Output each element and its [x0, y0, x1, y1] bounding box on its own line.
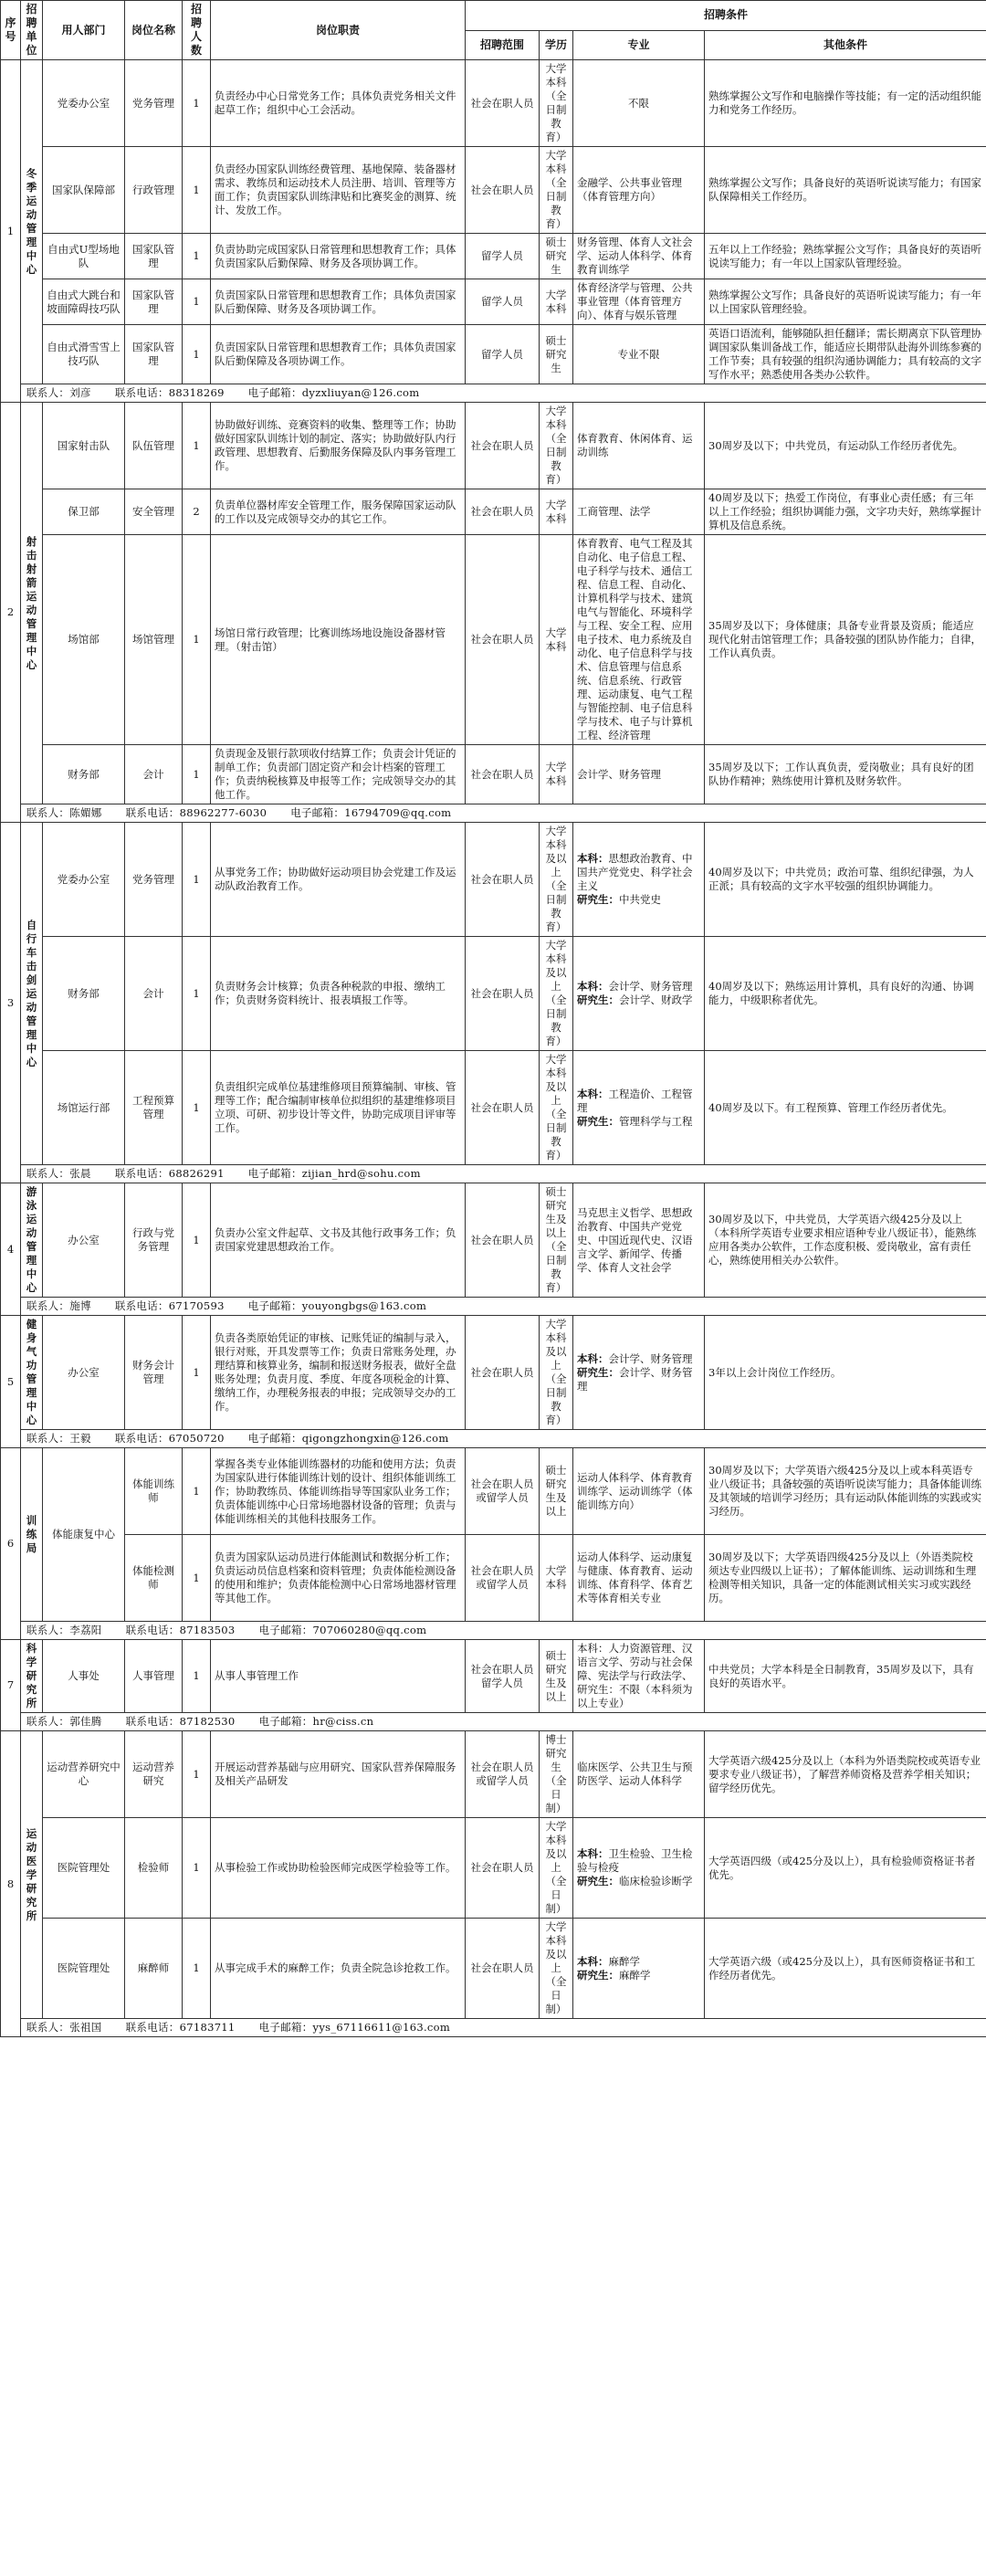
- position-cell: 国家队管理: [125, 325, 183, 384]
- table-row: [1, 535, 986, 745]
- contact-email[interactable]: 电子邮箱：zijian_hrd@sohu.com: [247, 1167, 421, 1180]
- major-cell: 体育教育、休闲体育、运动训练: [573, 403, 705, 489]
- other-cell: 30周岁及以下；中共党员，有运动队工作经历者优先。: [705, 403, 986, 489]
- table-row: [1, 147, 986, 234]
- row-seq: 3: [1, 823, 21, 1183]
- major-level-text: 会计学、财务管理: [577, 1365, 693, 1393]
- dept-cell: 自由式U型场地队: [43, 234, 125, 279]
- position-cell: 体能检测师: [125, 1535, 183, 1622]
- contact-cell: [21, 1430, 986, 1448]
- contact-email[interactable]: 电子邮箱：hr@ciss.cn: [258, 1715, 374, 1728]
- row-seq: 6: [1, 1448, 21, 1640]
- major-level-label: 研究生：: [577, 1365, 619, 1379]
- count-cell: 1: [183, 1183, 211, 1298]
- major-level-label: 本科：: [577, 1087, 609, 1100]
- edu-cell: 大学本科: [540, 489, 573, 535]
- major-level-label: 本科：: [577, 1954, 609, 1968]
- position-cell: 麻醉师: [125, 1919, 183, 2019]
- contact-person: 联系人：李荔阳: [26, 1624, 102, 1636]
- count-cell: 1: [183, 1919, 211, 2019]
- scope-cell: 社会在职人员: [466, 403, 540, 489]
- position-cell: 运动营养研究: [125, 1731, 183, 1818]
- contact-email[interactable]: 电子邮箱：16794709@qq.com: [290, 806, 452, 819]
- header-seq: 序号: [1, 1, 21, 60]
- major-cell: 财务管理、体育人文社会学、运动人体科学、体育教育训练学: [573, 234, 705, 279]
- recruiting-unit: 射击射箭运动管理中心: [21, 403, 43, 804]
- scope-cell: 留学人员: [466, 279, 540, 325]
- duty-cell: 负责国家队日常管理和思想教育工作；具体负责国家队后勤保障及各项协调工作。: [211, 325, 466, 384]
- major-level-text: 会计学、财务管理: [608, 1351, 693, 1365]
- position-cell: 场馆管理: [125, 535, 183, 745]
- table-row: [1, 279, 986, 325]
- scope-cell: 社会在职人员: [466, 147, 540, 234]
- scope-cell: 社会在职人员: [466, 1818, 540, 1919]
- recruiting-unit: 冬季运动管理中心: [21, 60, 43, 384]
- header-scope: 招聘范围: [466, 30, 540, 60]
- dept-cell: 国家队保障部: [43, 147, 125, 234]
- scope-cell: 社会在职人员: [466, 60, 540, 147]
- contact-email[interactable]: 电子邮箱：youyongbgs@163.com: [247, 1299, 427, 1312]
- table-row: [1, 1316, 986, 1430]
- count-cell: 1: [183, 1316, 211, 1430]
- dept-cell: 财务部: [43, 745, 125, 804]
- other-cell: 大学英语六级425分及以上（本科为外语类院校或英语专业要求专业八级证书），了解营养师资格及营养学相关知识；留学经历优先。: [705, 1731, 986, 1818]
- dept-cell: 自由式滑雪雪上技巧队: [43, 325, 125, 384]
- recruiting-unit: 运动医学研究所: [21, 1731, 43, 2019]
- count-cell: 1: [183, 403, 211, 489]
- position-cell: 行政管理: [125, 147, 183, 234]
- major-level-text: 管理科学与工程: [619, 1114, 693, 1128]
- scope-cell: 留学人员: [466, 234, 540, 279]
- dept-cell: 党委办公室: [43, 60, 125, 147]
- count-cell: 1: [183, 745, 211, 804]
- recruiting-unit: 科学研究所: [21, 1640, 43, 1713]
- edu-cell: 博士研究生（全日制）: [540, 1731, 573, 1818]
- contact-person: 联系人：王毅: [26, 1432, 91, 1445]
- table-row: [1, 489, 986, 535]
- edu-cell: 大学本科及以上（全日制教育）: [540, 1316, 573, 1430]
- dept-cell: 人事处: [43, 1640, 125, 1713]
- dept-cell: 党委办公室: [43, 823, 125, 937]
- major-cell: 专业不限: [573, 325, 705, 384]
- scope-cell: 留学人员: [466, 325, 540, 384]
- edu-cell: 大学本科（全日制教育）: [540, 147, 573, 234]
- table-row: [1, 1818, 986, 1919]
- edu-cell: 大学本科及以上（全日制教育）: [540, 823, 573, 937]
- major-level-label: 研究生：: [577, 1875, 619, 1887]
- table-row: [1, 403, 986, 489]
- count-cell: 1: [183, 147, 211, 234]
- count-cell: 1: [183, 279, 211, 325]
- major-level-text: 临床检验诊断学: [619, 1875, 693, 1887]
- contact-row: [1, 384, 986, 403]
- table-row: [1, 745, 986, 804]
- major-cell: 临床医学、公共卫生与预防医学、运动人体科学: [573, 1731, 705, 1818]
- duty-cell: 掌握各类专业体能训练器材的功能和使用方法；负责为国家队进行体能训练计划的设计、组织体能训练工作；协助教练员、体能训练指导等国家队业务工作；负责体能训练中心日常场地器材设备的管理；负责与体能训练相关的其他科技服务工作。: [211, 1448, 466, 1535]
- dept-cell: 保卫部: [43, 489, 125, 535]
- major-cell: 体育经济学与管理、公共事业管理（体育管理方向）、体育与娱乐管理: [573, 279, 705, 325]
- other-cell: 30周岁及以下；大学英语六级425分及以上或本科英语专业八级证书；具备较强的英语听说读写能力；具备体能训练及其领域的培训学习经历；具有运动队体能训练的实践或实习经历。: [705, 1448, 986, 1535]
- count-cell: 2: [183, 489, 211, 535]
- position-cell: 人事管理: [125, 1640, 183, 1713]
- position-cell: 体能训练师: [125, 1448, 183, 1535]
- position-cell: 会计: [125, 745, 183, 804]
- major-level-label: 研究生：: [577, 893, 619, 906]
- major-cell: 本科：人力资源管理、汉语言文学、劳动与社会保障、宪法学与行政法学、研究生：不限（本科须为以上专业）: [573, 1640, 705, 1713]
- dept-cell: 财务部: [43, 937, 125, 1051]
- count-cell: 1: [183, 823, 211, 937]
- contact-phone: 联系电话：87183503: [125, 1624, 236, 1636]
- recruiting-unit: 训练局: [21, 1448, 43, 1622]
- header-dept: 用人部门: [43, 1, 125, 60]
- contact-person: 联系人：张晨: [26, 1167, 91, 1180]
- scope-cell: 社会在职人员: [466, 745, 540, 804]
- header-count: 招聘人数: [183, 1, 211, 60]
- header-edu: 学历: [540, 30, 573, 60]
- scope-cell: 社会在职人员或留学人员: [466, 1731, 540, 1818]
- count-cell: 1: [183, 937, 211, 1051]
- contact-email[interactable]: 电子邮箱：707060280@qq.com: [258, 1624, 427, 1636]
- other-cell: 熟练掌握公文写作；具备良好的英语听说读写能力；有国家队保障相关工作经历。: [705, 147, 986, 234]
- position-cell: 工程预算管理: [125, 1051, 183, 1165]
- major-cell: 运动人体科学、体育教育训练学、运动训练学（体能训练方向）: [573, 1448, 705, 1535]
- edu-cell: 大学本科: [540, 745, 573, 804]
- major-level-text: 卫生检验、卫生检验与检疫: [577, 1847, 693, 1874]
- count-cell: 1: [183, 325, 211, 384]
- duty-cell: 负责单位器材库安全管理工作，服务保障国家运动队的工作以及完成领导交办的其它工作。: [211, 489, 466, 535]
- edu-cell: 大学本科: [540, 1535, 573, 1622]
- major-level-label: 本科：: [577, 852, 609, 865]
- major-cell: [573, 1818, 705, 1919]
- table-row: [1, 823, 986, 937]
- edu-cell: 大学本科（全日制教育）: [540, 60, 573, 147]
- contact-cell: [21, 1622, 986, 1640]
- position-cell: 队伍管理: [125, 403, 183, 489]
- table-row: [1, 1640, 986, 1713]
- dept-cell: 国家射击队: [43, 403, 125, 489]
- contact-email[interactable]: 电子邮箱：yys_67116611@163.com: [258, 2021, 451, 2034]
- count-cell: 1: [183, 1731, 211, 1818]
- other-cell: 英语口语流利，能够随队担任翻译；需长期离京下队管理协调国家队集训备战工作，能适应长期带队赴海外训练参赛的工作节奏；具有较强的组织沟通协调能力；具有较高的文字写作水平；熟悉使用各类办公软件。: [705, 325, 986, 384]
- scope-cell: 社会在职人员: [466, 1183, 540, 1298]
- contact-phone: 联系电话：67170593: [114, 1299, 225, 1312]
- contact-email[interactable]: 电子邮箱：dyzxliuyan@126.com: [247, 386, 420, 399]
- scope-cell: 社会在职人员: [466, 1316, 540, 1430]
- edu-cell: 大学本科（全日制教育）: [540, 403, 573, 489]
- count-cell: 1: [183, 1640, 211, 1713]
- major-cell: [573, 1316, 705, 1430]
- major-level-text: 麻醉学: [608, 1954, 640, 1968]
- duty-cell: 负责协助完成国家队日常管理和思想教育工作；具体负责国家队后勤保障、财务及各项协调工作。: [211, 234, 466, 279]
- major-level-label: 本科：: [577, 1351, 609, 1365]
- other-cell: 3年以上会计岗位工作经历。: [705, 1316, 986, 1430]
- contact-person: 联系人：张祖国: [26, 2021, 102, 2034]
- major-level-label: 本科：: [577, 1847, 609, 1860]
- major-level-label: 研究生：: [577, 1968, 619, 1982]
- table-row: [1, 1448, 986, 1535]
- table-row: [1, 60, 986, 147]
- major-cell: [573, 1919, 705, 2019]
- count-cell: 1: [183, 1818, 211, 1919]
- duty-cell: 负责为国家队运动员进行体能测试和数据分析工作；负责运动员信息档案和资料管理；负责体能检测设备的使用和维护；负责体能检测中心日常场地器材管理等其他工作。: [211, 1535, 466, 1622]
- contact-cell: [21, 1298, 986, 1316]
- contact-row: [1, 1622, 986, 1640]
- dept-cell: 医院管理处: [43, 1818, 125, 1919]
- major-cell: 会计学、财务管理: [573, 745, 705, 804]
- count-cell: 1: [183, 1535, 211, 1622]
- edu-cell: 硕士研究生及以上: [540, 1640, 573, 1713]
- other-cell: 大学英语四级（或425分及以上），具有检验师资格证书者优先。: [705, 1818, 986, 1919]
- header-unit: 招聘单位: [21, 1, 43, 60]
- header-other: 其他条件: [705, 30, 986, 60]
- major-cell: [573, 823, 705, 937]
- edu-cell: 大学本科: [540, 279, 573, 325]
- major-cell: 体育教育、电气工程及其自动化、电子信息工程、电子科学与技术、通信工程、信息工程、自动化、计算机科学与技术、建筑电气与智能化、环境科学与工程、安全工程、应用电子技术、电力系统及自动化、电子信息科学与技术、信息管理与信息系统、信息系统、行政管理、运动康复、电气工程与智能控制、电子信息科学与技术、电子与计算机工程、经济管理: [573, 535, 705, 745]
- contact-phone: 联系电话：88962277-6030: [125, 806, 267, 819]
- contact-phone: 联系电话：88318269: [114, 386, 225, 399]
- table-row: [1, 234, 986, 279]
- count-cell: 1: [183, 234, 211, 279]
- edu-cell: 硕士研究生: [540, 234, 573, 279]
- row-seq: 8: [1, 1731, 21, 2037]
- scope-cell: 社会在职人员: [466, 1919, 540, 2019]
- other-cell: 40周岁及以下；熟练运用计算机，具有良好的沟通、协调能力，中级职称者优先。: [705, 937, 986, 1051]
- contact-person: 联系人：施博: [26, 1299, 91, 1312]
- edu-cell: 硕士研究生及以上: [540, 1448, 573, 1535]
- major-cell: 不限: [573, 60, 705, 147]
- table-row: [1, 1183, 986, 1298]
- row-seq: 1: [1, 60, 21, 403]
- edu-cell: 大学本科及以上（全日制教育）: [540, 937, 573, 1051]
- position-cell: 党务管理: [125, 60, 183, 147]
- dept-cell: 自由式大跳台和坡面障碍技巧队: [43, 279, 125, 325]
- major-level-text: 中共党史: [619, 893, 661, 906]
- other-cell: 中共党员；大学本科是全日制教育，35周岁及以下，具有良好的英语水平。: [705, 1640, 986, 1713]
- duty-cell: 负责办公室文件起草、文书及其他行政事务工作；负责国家党建思想政治工作。: [211, 1183, 466, 1298]
- table-row: [1, 937, 986, 1051]
- edu-cell: 硕士研究生及以上（全日制教育）: [540, 1183, 573, 1298]
- major-cell: 工商管理、法学: [573, 489, 705, 535]
- dept-cell: 办公室: [43, 1316, 125, 1430]
- duty-cell: 开展运动营养基础与应用研究、国家队营养保障服务及相关产品研发: [211, 1731, 466, 1818]
- major-level-text: 工程造价、工程管理: [577, 1087, 693, 1114]
- contact-row: [1, 804, 986, 823]
- major-level-text: 会计学、财政学: [619, 994, 693, 1006]
- other-cell: 熟练掌握公文写作；具备良好的英语听说读写能力；有一年以上国家队管理经验。: [705, 279, 986, 325]
- header-duty: 岗位职责: [211, 1, 466, 60]
- table-row: [1, 1919, 986, 2019]
- contact-row: [1, 1430, 986, 1448]
- row-seq: 5: [1, 1316, 21, 1448]
- count-cell: 1: [183, 1051, 211, 1165]
- major-cell: 马克思主义哲学、思想政治教育、中国共产党党史、中国近现代史、汉语言文学、新闻学、传播学、体育人文社会学: [573, 1183, 705, 1298]
- major-level-text: 麻醉学: [619, 1968, 651, 1982]
- duty-cell: 负责国家队日常管理和思想教育工作；具体负责国家队后勤保障、财务及各项协调工作。: [211, 279, 466, 325]
- duty-cell: 从事党务工作；协助做好运动项目协会党建工作及运动队政治教育工作。: [211, 823, 466, 937]
- other-cell: 40周岁及以下；中共党员；政治可靠、组织纪律强，为人正派；具有较高的文字水平较强的组织协调能力。: [705, 823, 986, 937]
- other-cell: 40周岁及以下。有工程预算、管理工作经历者优先。: [705, 1051, 986, 1165]
- table-body: [1, 60, 986, 2037]
- dept-cell: 场馆运行部: [43, 1051, 125, 1165]
- major-level-label: 本科：: [577, 980, 609, 993]
- duty-cell: 负责现金及银行款项收付结算工作；负责会计凭证的制单工作；负责部门固定资产和会计档案的管理工作；负责纳税核算及申报等工作；完成领导交办的其他工作。: [211, 745, 466, 804]
- duty-cell: 从事人事管理工作: [211, 1640, 466, 1713]
- dept-cell: 办公室: [43, 1183, 125, 1298]
- contact-email[interactable]: 电子邮箱：qigongzhongxin@126.com: [247, 1432, 449, 1445]
- contact-person: 联系人：陈媚娜: [26, 806, 102, 819]
- position-cell: 财务会计管理: [125, 1316, 183, 1430]
- major-level-text: 思想政治教育、中国共产党党史、科学社会主义: [577, 852, 693, 892]
- duty-cell: 从事检验工作或协助检验医师完成医学检验等工作。: [211, 1818, 466, 1919]
- header-major: 专业: [573, 30, 705, 60]
- contact-cell: [21, 804, 986, 823]
- duty-cell: 负责经办中心日常党务工作；具体负责党务相关文件起草工作；组织中心工会活动。: [211, 60, 466, 147]
- position-cell: 会计: [125, 937, 183, 1051]
- other-cell: 30周岁及以下；大学英语四级425分及以上（外语类院校须达专业四级以上证书）；了解体能训练、运动训练和生理检测等相关知识，具备一定的体能测试相关实习或实践经历。: [705, 1535, 986, 1622]
- duty-cell: 负责财务会计核算；负责各种税款的申报、缴纳工作；负责财务资料统计、报表填报工作等。: [211, 937, 466, 1051]
- scope-cell: 社会在职人员: [466, 1051, 540, 1165]
- major-cell: [573, 937, 705, 1051]
- contact-person: 联系人：郭佳腾: [26, 1715, 102, 1728]
- other-cell: 30周岁及以下，中共党员，大学英语六级425分及以上（本科所学英语专业要求相应语种专业八级证书），能熟练应用各类办公软件，工作态度积极、爱岗敬业，富有责任心，熟练使用相关办公软件。: [705, 1183, 986, 1298]
- scope-cell: 社会在职人员: [466, 937, 540, 1051]
- table-row: [1, 1535, 986, 1622]
- count-cell: 1: [183, 1448, 211, 1535]
- scope-cell: 社会在职人员: [466, 823, 540, 937]
- dept-cell: 医院管理处: [43, 1919, 125, 2019]
- scope-cell: 社会在职人员或留学人员: [466, 1535, 540, 1622]
- header-position: 岗位名称: [125, 1, 183, 60]
- contact-row: [1, 2019, 986, 2037]
- scope-cell: 社会在职人员留学人员: [466, 1640, 540, 1713]
- count-cell: 1: [183, 535, 211, 745]
- position-cell: 检验师: [125, 1818, 183, 1919]
- position-cell: 安全管理: [125, 489, 183, 535]
- contact-person: 联系人：刘彦: [26, 386, 91, 399]
- dept-cell: 场馆部: [43, 535, 125, 745]
- contact-phone: 联系电话：87182530: [125, 1715, 236, 1728]
- contact-phone: 联系电话：67050720: [114, 1432, 225, 1445]
- duty-cell: 场馆日常行政管理；比赛训练场地设施设备器材管理。（射击馆）: [211, 535, 466, 745]
- scope-cell: 社会在职人员: [466, 535, 540, 745]
- duty-cell: 负责组织完成单位基建维修项目预算编制、审核、管理等工作；配合编制审核单位拟组织的基建维修项目立项、可研、初步设计等文件，协助完成项目评审等工作。: [211, 1051, 466, 1165]
- other-cell: 五年以上工作经验；熟练掌握公文写作；具备良好的英语听说读写能力；有一年以上国家队管理经验。: [705, 234, 986, 279]
- table-row: [1, 1051, 986, 1165]
- row-seq: 2: [1, 403, 21, 823]
- contact-phone: 联系电话：67183711: [125, 2021, 236, 2034]
- edu-cell: 大学本科及以上（全日制教育）: [540, 1051, 573, 1165]
- position-cell: 国家队管理: [125, 279, 183, 325]
- duty-cell: 负责经办国家队训练经费管理、基地保障、装备器材需求、教练员和运动技术人员注册、培训、管理等方面工作；负责国家队训练津贴和比赛奖金的测算、统计、发放工作。: [211, 147, 466, 234]
- contact-cell: [21, 1713, 986, 1731]
- row-seq: 4: [1, 1183, 21, 1316]
- header-conditions: 招聘条件: [466, 1, 986, 31]
- major-cell: 运动人体科学、运动康复与健康、体育教育、运动训练、体育科学、体育艺术等体育相关专业: [573, 1535, 705, 1622]
- other-cell: 大学英语六级（或425分及以上），具有医师资格证书和工作经历者优先。: [705, 1919, 986, 2019]
- duty-cell: 从事完成手术的麻醉工作；负责全院急诊抢救工作。: [211, 1919, 466, 2019]
- contact-row: [1, 1165, 986, 1183]
- recruiting-unit: 游泳运动管理中心: [21, 1183, 43, 1298]
- position-cell: 行政与党务管理: [125, 1183, 183, 1298]
- major-level-label: 研究生：: [577, 1114, 619, 1128]
- contact-row: [1, 1298, 986, 1316]
- edu-cell: 硕士研究生: [540, 325, 573, 384]
- contact-cell: [21, 1165, 986, 1183]
- contact-cell: [21, 384, 986, 403]
- other-cell: 35周岁及以下；工作认真负责，爱岗敬业；具有良好的团队协作精神；熟练使用计算机及财务软件。: [705, 745, 986, 804]
- major-cell: [573, 1051, 705, 1165]
- edu-cell: 大学本科: [540, 535, 573, 745]
- duty-cell: 负责各类原始凭证的审核、记账凭证的编制与录入，银行对账，开具发票等工作；负责日常账务处理，办理结算和核算业务，编制和报送财务报表，做好全盘账务处理；负责月度、季度、年度各项税金的计算、缴纳工作，办理税务报表的申报；完成领导交办的工作。: [211, 1316, 466, 1430]
- other-cell: 40周岁及以下；热爱工作岗位，有事业心责任感；有三年以上工作经验；组织协调能力强，文字功夫好，熟练掌握计算机及信息系统。: [705, 489, 986, 535]
- major-level-text: 会计学、财务管理: [608, 980, 693, 993]
- edu-cell: 大学本科及以上（全日制）: [540, 1818, 573, 1919]
- contact-row: [1, 1713, 986, 1731]
- table-row: [1, 1731, 986, 1818]
- dept-cell: 运动营养研究中心: [43, 1731, 125, 1818]
- position-cell: 党务管理: [125, 823, 183, 937]
- other-cell: 35周岁及以下；身体健康；具备专业背景及资质；能适应现代化射击馆管理工作；具备较强的团队协作能力；自律，工作认真负责。: [705, 535, 986, 745]
- position-cell: 国家队管理: [125, 234, 183, 279]
- scope-cell: 社会在职人员: [466, 489, 540, 535]
- table-row: [1, 325, 986, 384]
- dept-cell: 体能康复中心: [43, 1448, 125, 1622]
- duty-cell: 协助做好训练、竞赛资料的收集、整理等工作；协助做好国家队训练计划的制定、落实；协助做好队内行政管理、思想教育、后勤服务保障及队内事务管理工作。: [211, 403, 466, 489]
- recruiting-unit: 自行车击剑运动管理中心: [21, 823, 43, 1165]
- edu-cell: 大学本科及以上（全日制）: [540, 1919, 573, 2019]
- scope-cell: 社会在职人员或留学人员: [466, 1448, 540, 1535]
- count-cell: 1: [183, 60, 211, 147]
- row-seq: 7: [1, 1640, 21, 1731]
- major-cell: 金融学、公共事业管理（体育管理方向）: [573, 147, 705, 234]
- recruiting-unit: 健身气功管理中心: [21, 1316, 43, 1430]
- contact-phone: 联系电话：68826291: [114, 1167, 225, 1180]
- contact-cell: [21, 2019, 986, 2037]
- other-cell: 熟练掌握公文写作和电脑操作等技能；有一定的活动组织能力和党务工作经历。: [705, 60, 986, 147]
- major-level-label: 研究生：: [577, 994, 619, 1006]
